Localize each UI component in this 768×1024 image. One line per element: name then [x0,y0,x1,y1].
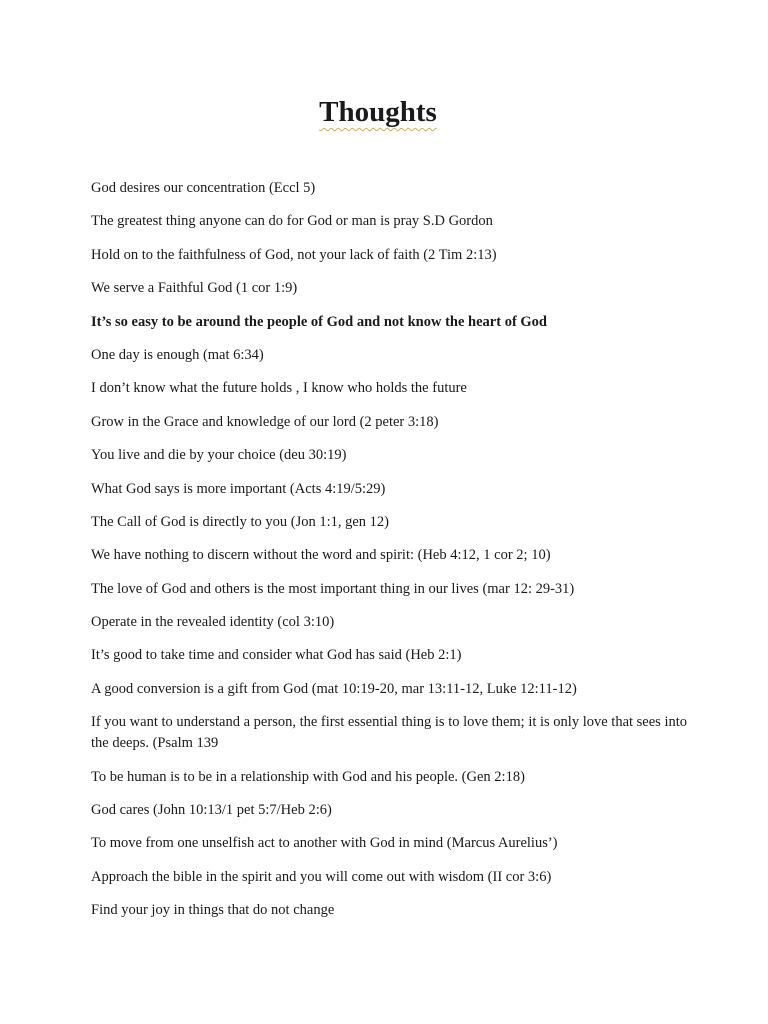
thought-line: The love of God and others is the most important thing in our lives (mar 12: 29-31) [91,580,575,597]
thought-line: You live and die by your choice (deu 30:19) [91,447,347,464]
thought-line: It’s so easy to be around the people of God and not know the heart of God [91,313,547,330]
thought-line: I don’t know what the future holds , I know who holds the future [91,380,467,397]
thought-line: The Call of God is directly to you (Jon 1:1, gen 12) [91,513,390,530]
thought-line: To move from one unselfish act to another with God in mind (Marcus Aurelius’) [91,835,558,852]
thought-line: One day is enough (mat 6:34) [91,346,264,363]
thought-line: God cares (John 10:13/1 pet 5:7/Heb 2:6) [91,802,332,819]
thought-line: Approach the bible in the spirit and you will come out with wisdom (II cor 3:6) [91,868,552,885]
thought-line: It’s good to take time and consider what God has said (Heb 2:1) [91,647,462,664]
thought-line: To be human is to be in a relationship with God and his people. (Gen 2:18) [91,768,525,785]
thought-line: If you want to understand a person, the first essential thing is to love them; it is only love that sees into the deeps. (Psalm 139 [91,714,688,752]
thought-line: We serve a Faithful God (1 cor 1:9) [91,280,298,297]
page-title: Thoughts [319,96,437,128]
thought-line: Hold on to the faithfulness of God, not your lack of faith (2 Tim 2:13) [91,246,497,263]
thought-line: A good conversion is a gift from God (mat 10:19-20, mar 13:11-12, Luke 12:11-12) [91,680,577,697]
thought-line: We have nothing to discern without the word and spirit: (Heb 4:12, 1 cor 2; 10) [91,547,551,564]
thought-line: Find your joy in things that do not change [91,902,335,919]
thought-line: The greatest thing anyone can do for God or man is pray S.D Gordon [91,213,493,230]
thoughts-list [91,178,691,934]
thought-line: What God says is more important (Acts 4:19/5:29) [91,480,386,497]
thought-line: Operate in the revealed identity (col 3:10) [91,614,335,631]
thought-line: Grow in the Grace and knowledge of our lord (2 peter 3:18) [91,413,439,430]
thought-line: God desires our concentration (Eccl 5) [91,180,316,196]
